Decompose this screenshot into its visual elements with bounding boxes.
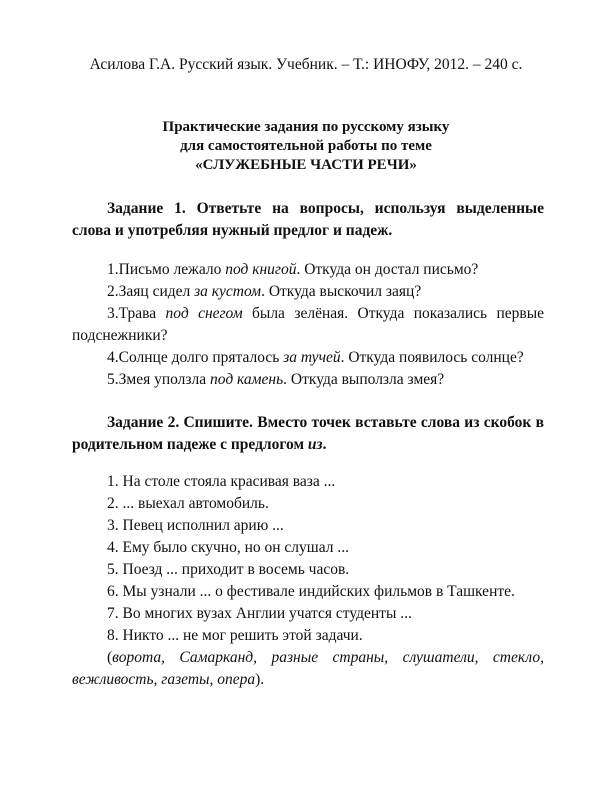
task1-item xyxy=(72,303,544,347)
task2-item xyxy=(72,537,544,559)
title-line-3: «СЛУЖЕБНЫЕ ЧАСТИ РЕЧИ» xyxy=(195,157,417,173)
item-text: Трава xyxy=(118,305,166,322)
title-block xyxy=(0,118,612,175)
task2-item xyxy=(72,559,544,581)
item-emphasis: под камень xyxy=(210,371,284,388)
task1-item xyxy=(72,347,544,369)
task2-item xyxy=(72,493,544,515)
task2-item xyxy=(72,515,544,537)
item-number: 4. xyxy=(107,349,119,366)
task1-heading xyxy=(72,198,544,242)
item-text: . Откуда он достал письмо? xyxy=(296,261,479,278)
item-text: Письмо лежало xyxy=(118,261,226,278)
task1-item xyxy=(72,369,544,391)
item-number: 3. xyxy=(107,305,119,322)
item-text: Змея уползла xyxy=(118,371,211,388)
task2-item xyxy=(72,581,544,603)
task2-item xyxy=(72,625,544,647)
item-text: Заяц сидел xyxy=(118,283,195,300)
item-number: 2. xyxy=(107,283,119,300)
citation: Асилова Г.А. Русский язык. Учебник. – Т.: ИНОФУ, 2012. – 240 с. xyxy=(89,56,523,73)
item-text: 3. Певец исполнил арию ... xyxy=(107,517,284,534)
title-line-2: для самостоятельной работы по теме xyxy=(180,138,432,154)
item-text: . Откуда выскочил заяц? xyxy=(261,283,422,300)
task1-heading-text: Задание 1. Ответьте на вопросы, используя выделенные слова и употребляя нужный предлог и падеж. xyxy=(72,200,544,239)
item-number: 5. xyxy=(107,371,119,388)
task2-word-list xyxy=(72,647,544,691)
item-text: 5. Поезд ... приходит в восемь часов. xyxy=(107,561,350,578)
item-text: . Откуда выползла змея? xyxy=(283,371,445,388)
item-text: 8. Никто ... не мог решить этой задачи. xyxy=(107,627,363,644)
task2-item xyxy=(72,471,544,493)
item-text: . Откуда появилось солнце? xyxy=(340,349,524,366)
item-number: 1. xyxy=(107,261,119,278)
item-text: 6. Мы узнали ... о фестивале индийских фильмов в Ташкенте. xyxy=(107,583,515,600)
word-list-close: ). xyxy=(255,671,265,688)
task1-item xyxy=(72,259,544,281)
item-text: 4. Ему было скучно, но он слушал ... xyxy=(107,539,349,556)
task2-item xyxy=(72,603,544,625)
item-emphasis: за тучей xyxy=(283,349,341,366)
title-line-1: Практические задания по русскому языку xyxy=(162,119,450,135)
task2-heading-text: Задание 2. Спишите. Вместо точек вставьте слова из скобок в родительном падеже с предлогом xyxy=(72,414,544,453)
word-list: ворота, Самарканд, разные страны, слушатели, стекло, вежливость, газеты, опера xyxy=(72,649,544,688)
item-text: 7. Во многих вузах Англии учатся студенты ... xyxy=(107,605,412,622)
item-emphasis: под книгой xyxy=(225,261,297,278)
word-list-open: ( xyxy=(107,649,113,666)
item-emphasis: за кустом xyxy=(194,283,262,300)
task2-heading-end: . xyxy=(322,436,327,453)
item-text: Солнце долго пряталось xyxy=(118,349,284,366)
item-text: была зелёная. Откуда показались первые подснежники? xyxy=(72,305,545,344)
item-text: 2. ... выехал автомобиль. xyxy=(107,495,269,512)
item-text: 1. На столе стояла красивая ваза ... xyxy=(107,473,336,490)
task2-heading xyxy=(72,412,544,456)
item-emphasis: под снегом xyxy=(165,305,243,322)
task1-item xyxy=(72,281,544,303)
task2-heading-emphasis: из xyxy=(307,436,323,453)
